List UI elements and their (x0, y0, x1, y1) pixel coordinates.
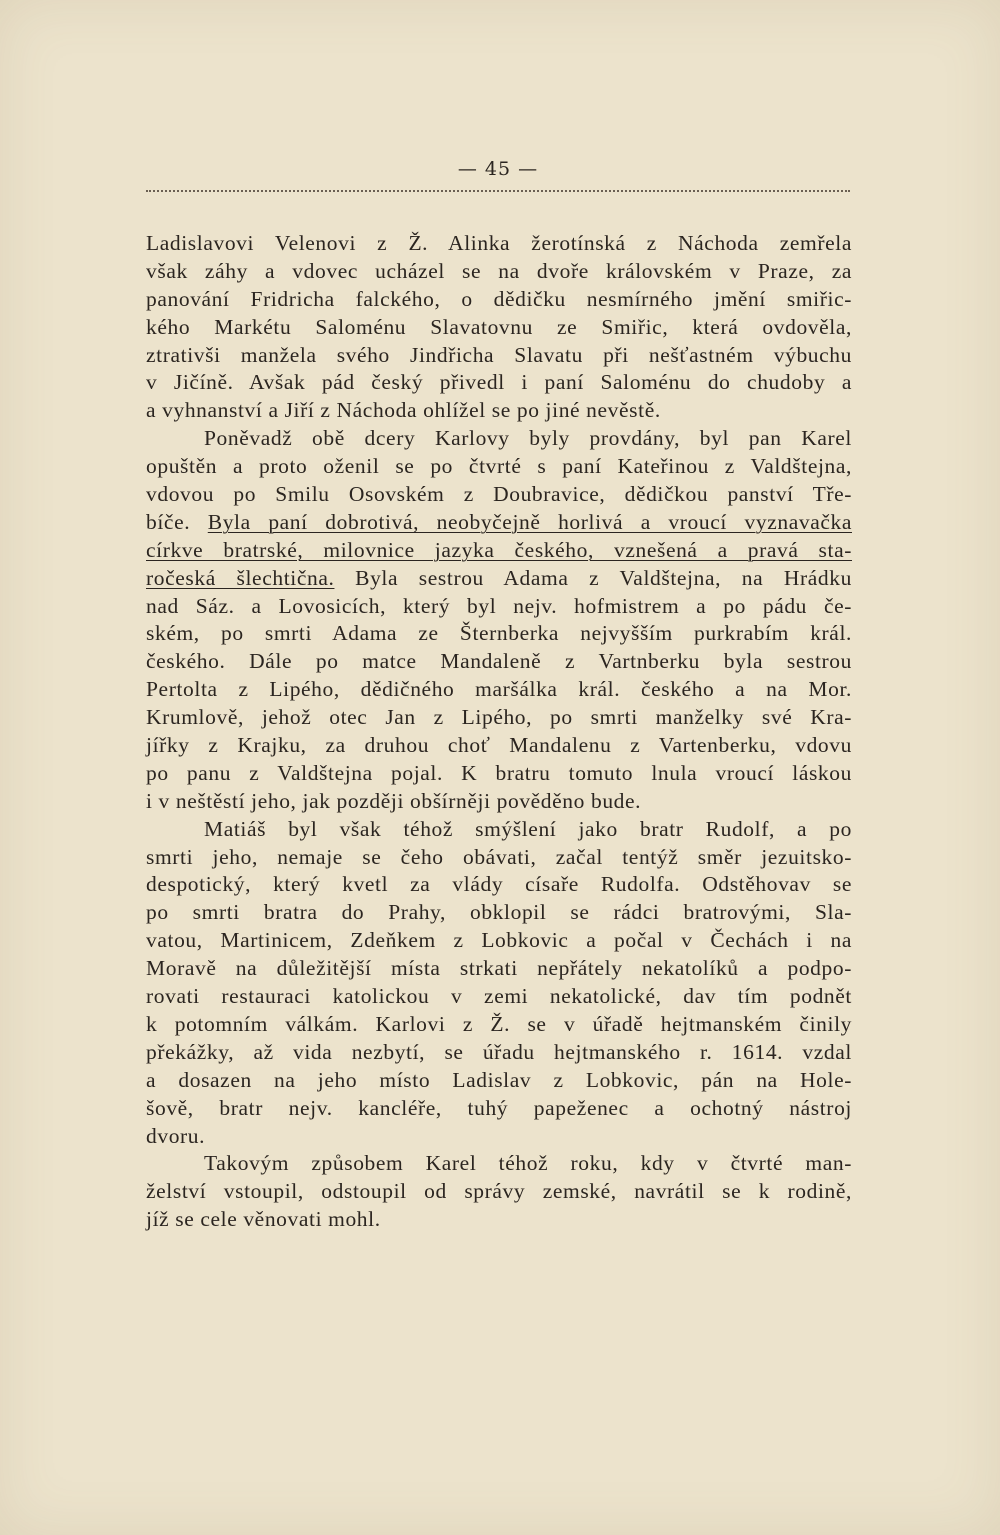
text-line: Poněvadž obě dcery Karlovy byly provdány, byl pan Karel (204, 426, 852, 451)
text-line: a dosazen na jeho místo Ladislav z Lobkovic, pán na Hole- (146, 1067, 852, 1092)
text-line: kého Markétu Saloménu Slavatovnu ze Smiřic, která ovdověla, (146, 314, 852, 339)
text-line: jířky z Krajku, za druhou choť Mandalenu z Vartenberku, vdovu (146, 733, 852, 758)
text-line: po panu z Valdštejna pojal. K bratru tomuto lnula vroucí láskou (146, 760, 852, 785)
text-line: panování Fridricha falckého, o dědičku nesmírného jmění smiřic- (146, 286, 852, 311)
text-line: ztrativši manžela svého Jindřicha Slavatu při nešťastném výbuchu (146, 342, 852, 367)
text-line: nad Sáz. a Lovosicích, který byl nejv. hofmistrem a po pádu če- (146, 593, 852, 618)
text-line: a vyhnanství a Jiří z Náchoda ohlížel se po jiné nevěstě. (146, 398, 661, 423)
text-line: želství vstoupil, odstoupil od správy zemské, navrátil se k rodině, (146, 1179, 852, 1204)
text-line: jíž se cele věnovati mohl. (146, 1207, 381, 1232)
text-line: po smrti bratra do Prahy, obklopil se rádci bratrovými, Sla- (146, 900, 852, 925)
text-line: vatou, Martinicem, Zdeňkem z Lobkovic a počal v Čechách i na (146, 928, 852, 953)
text-line: k potomním válkám. Karlovi z Ž. se v úřadě hejtmanském činily (146, 1011, 852, 1036)
text-line: smrti jeho, nemaje se čeho obávati, začal tentýž směr jezuitsko- (146, 844, 852, 869)
text-line: Matiáš byl však téhož smýšlení jako bratr Rudolf, a po (204, 816, 852, 841)
text-line: Ladislavovi Velenovi z Ž. Alinka žerotínská z Náchoda zemřela (146, 231, 852, 255)
text-line-mixed (146, 509, 852, 537)
text-line: dvoru. (146, 1123, 206, 1148)
text-line: překážky, až vida nezbytí, se úřadu hejtmanského r. 1614. vzdal (146, 1039, 852, 1064)
text-segment: bíče. (146, 509, 191, 534)
header-divider (146, 190, 850, 192)
body-text (146, 230, 852, 1234)
underlined-text-line: církve bratrské, milovnice jazyka českého, vznešená a pravá sta- (146, 537, 852, 562)
text-line: však záhy a vdovec ucházel se na dvoře královském v Praze, za (146, 258, 852, 283)
text-segment: Byla sestrou Adama z Valdštejna, na Hrádku (355, 565, 852, 590)
text-line: Pertolta z Lipého, dědičného maršálka král. českého a na Mor. (146, 677, 852, 702)
text-line: českého. Dále po matce Mandaleně z Vartnberku byla sestrou (146, 649, 852, 674)
text-line: Moravě na důležitější místa strkati nepřátely nekatolíků a podpo- (146, 956, 852, 981)
page-number: — 45 — (457, 158, 539, 180)
underlined-text: ročeská šlechtična. (146, 565, 335, 590)
text-line: i v neštěstí jeho, jak později obšírněji pověděno bude. (146, 788, 642, 813)
text-line: Takovým způsobem Karel téhož roku, kdy v čtvrté man- (204, 1151, 852, 1176)
text-line: vdovou po Smilu Osovském z Doubravice, dědičkou panství Tře- (146, 482, 852, 507)
text-line: rovati restauraci katolickou v zemi nekatolické, dav tím podnět (146, 984, 852, 1009)
text-line: opuštěn a proto oženil se po čtvrté s paní Kateřinou z Valdštejna, (146, 454, 852, 479)
text-line: despotický, který kvetl za vlády císaře Rudolfa. Odstěhovav se (146, 872, 852, 897)
text-line: ském, po smrti Adama ze Šternberka nejvyšším purkrabím král. (146, 621, 852, 646)
text-line: Krumlově, jehož otec Jan z Lipého, po smrti manželky své Kra- (146, 705, 852, 730)
text-line: v Jičíně. Avšak pád český přivedl i paní Saloménu do chudoby a (146, 370, 852, 395)
underlined-text: Byla paní dobrotivá, neobyčejně horlivá a vroucí vyznavačka (207, 509, 852, 534)
text-line: šově, bratr nejv. kancléře, tuhý papeženec a ochotný nástroj (146, 1095, 852, 1120)
text-line-mixed (146, 565, 852, 593)
